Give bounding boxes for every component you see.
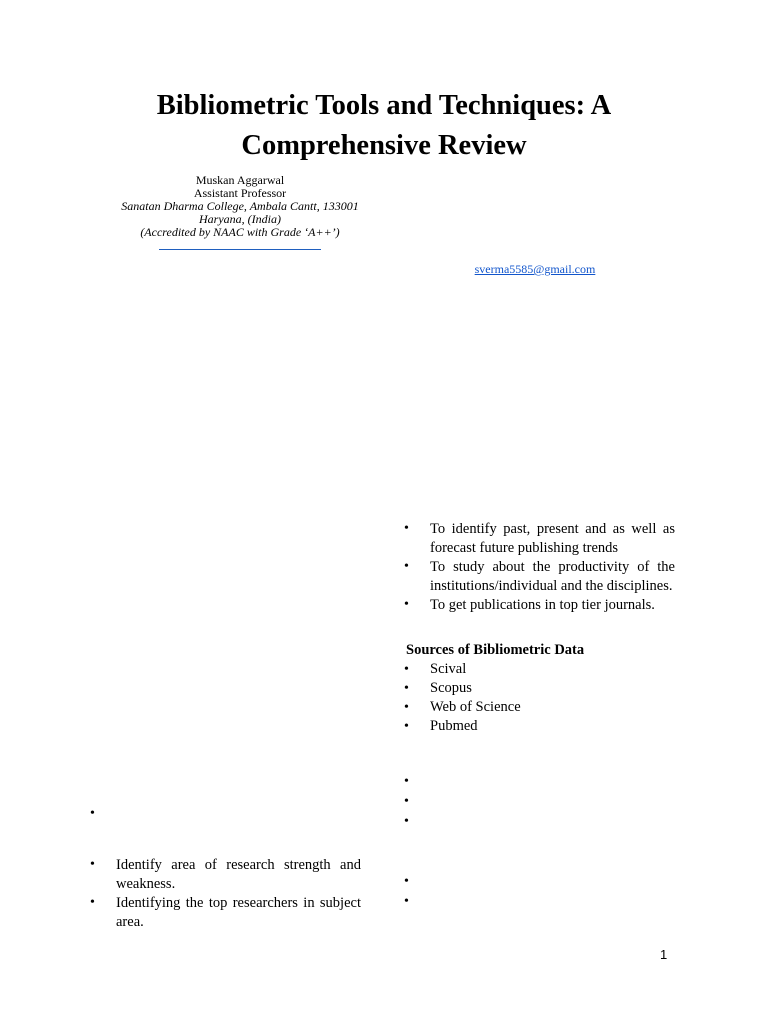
list-item: • To identify past, present and as well as forecast future publishing trends — [400, 520, 675, 557]
empty-bullet: • — [404, 774, 409, 789]
list-item: • Pubmed — [400, 717, 675, 736]
empty-bullet: • — [404, 794, 409, 809]
list-item: • To study about the productivity of the institutions/individual and the disciplines. — [400, 558, 675, 595]
objectives-list — [400, 520, 675, 616]
empty-bullet: • — [404, 894, 409, 909]
author-underline — [159, 249, 321, 250]
author-block — [100, 174, 380, 239]
author-location: Haryana, (India) — [199, 212, 281, 226]
author-position: Assistant Professor — [193, 186, 287, 200]
paper-title — [60, 86, 708, 166]
sources-list — [400, 660, 675, 736]
author-college: Sanatan Dharma College, Ambala Cantt, 133001 — [121, 199, 359, 213]
list-item: • Identify area of research strength and weakness. — [86, 856, 361, 893]
author-name: Muskan Aggarwal — [195, 173, 285, 187]
list-item: • Scopus — [400, 679, 675, 698]
title-line-2: Comprehensive Review — [241, 130, 527, 161]
list-item: • Scival — [400, 660, 675, 679]
title-line-1: Bibliometric Tools and Techniques: A — [156, 90, 612, 121]
research-list — [86, 856, 361, 932]
empty-bullet: • — [404, 874, 409, 889]
empty-bullet: • — [404, 814, 409, 829]
list-item: • Web of Science — [400, 698, 675, 717]
list-item: • Identifying the top researchers in subject area. — [86, 894, 361, 931]
email-link[interactable]: sverma5585@gmail.com — [474, 262, 596, 276]
author-accreditation: (Accredited by NAAC with Grade ‘A++’) — [140, 225, 340, 239]
empty-bullet: • — [90, 806, 95, 821]
list-item: • To get publications in top tier journals. — [400, 596, 675, 615]
page-number: 1 — [660, 947, 668, 962]
sources-heading: Sources of Bibliometric Data — [406, 642, 585, 658]
